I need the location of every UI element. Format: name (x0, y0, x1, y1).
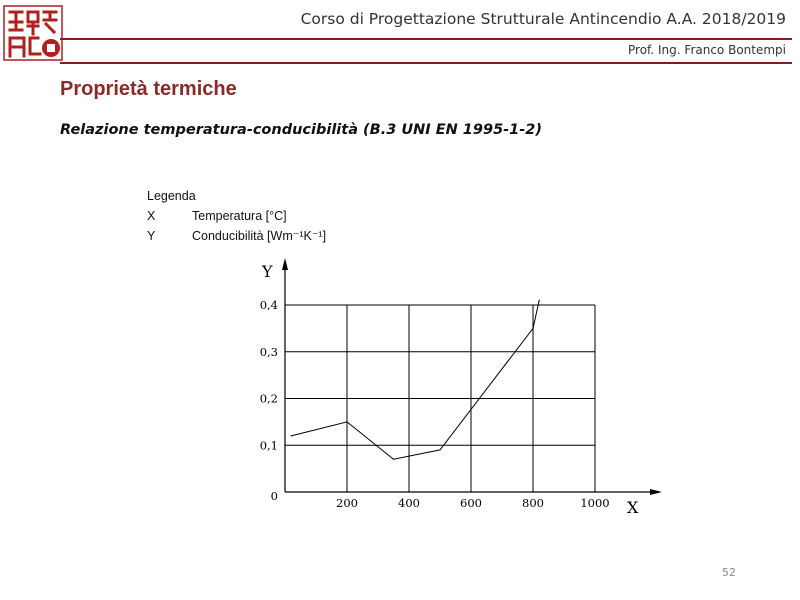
slide-title: Proprietà termiche (60, 78, 237, 100)
chart-tick-labels (260, 298, 610, 510)
data-point (346, 421, 347, 422)
data-point (439, 449, 440, 450)
y-tick-label: 0,1 (259, 438, 278, 453)
x-tick-label: 600 (460, 496, 482, 510)
page-number: 52 (722, 566, 736, 579)
y-tick-label: 0,2 (259, 391, 278, 406)
legend-value: Conducibilità [Wm⁻¹K⁻¹] (192, 229, 327, 243)
legend-heading: Legenda (147, 189, 196, 203)
x-tick-label: 400 (398, 496, 420, 510)
y-tick-label: 0,3 (259, 344, 278, 359)
chart-grid (285, 305, 595, 492)
x-tick-label: 1000 (580, 496, 610, 510)
y-tick-label: 0 (270, 489, 278, 503)
chart-axes (261, 258, 662, 517)
data-point (532, 328, 533, 329)
data-point (393, 459, 394, 460)
x-axis-arrow (650, 489, 662, 495)
y-axis-arrow (282, 258, 288, 270)
x-axis-label: X (627, 498, 639, 517)
professor-name: Prof. Ing. Franco Bontempi (628, 43, 786, 57)
data-point (291, 435, 292, 436)
slide-subtitle: Relazione temperatura-conducibilità (B.3 UNI EN 1995-1-2) (60, 122, 543, 138)
y-tick-label: 0,4 (259, 298, 278, 312)
x-tick-label: 800 (522, 496, 544, 510)
legend-key: Y (147, 229, 156, 243)
y-axis-label: Y (262, 262, 273, 281)
series-line (291, 300, 539, 459)
data-point (539, 300, 540, 301)
legend-key: X (147, 209, 156, 223)
course-title: Corso di Progettazione Strutturale Antincendio A.A. 2018/2019 (300, 10, 786, 28)
chart-series (291, 300, 540, 460)
legend-value: Temperatura [°C] (192, 209, 287, 223)
x-tick-label: 200 (336, 496, 358, 510)
